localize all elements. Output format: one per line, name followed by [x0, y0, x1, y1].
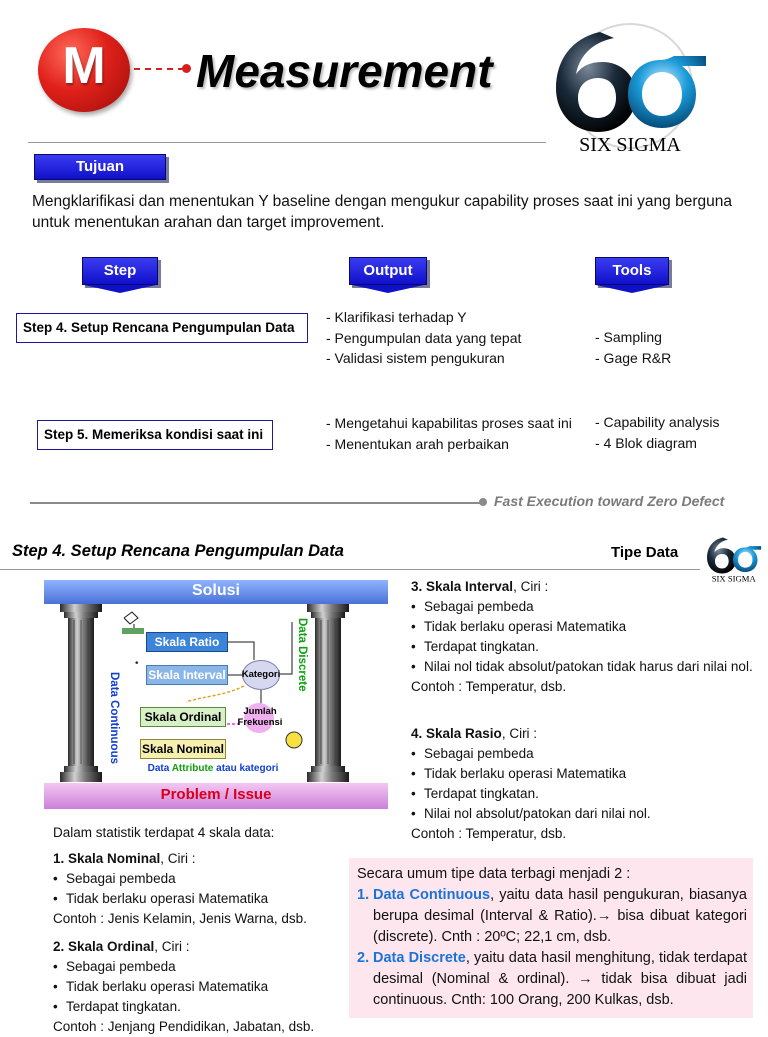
step4-output-item: - Validasi sistem pengukuran [326, 350, 505, 366]
skala-ordinal-section [53, 937, 353, 1037]
slide2-title: Step 4. Setup Rencana Pengumpulan Data [12, 542, 344, 560]
skala-interval-bullet: • Terdapat tingkatan. [411, 637, 756, 657]
skala-ordinal-contoh: Contoh : Jenjang Pendidikan, Jabatan, dsb. [53, 1019, 315, 1034]
data-attribute-caption-part3: atau kategori [213, 763, 279, 774]
skala-interval-bullet: • Sebagai pembeda [411, 597, 756, 617]
step5-output-item: - Menentukan arah perbaikan [326, 435, 509, 452]
solusi-banner: Solusi [44, 580, 388, 604]
step5-box: Step 5. Memeriksa kondisi saat ini [37, 420, 273, 450]
diagram-bullet: • [135, 658, 139, 669]
skala-rasio-heading [411, 724, 756, 744]
data-attribute-caption-part2: Attribute [171, 763, 214, 774]
step4-tool-item: - Gage R&R [595, 349, 672, 366]
skala-rasio-title: 4. Skala Rasio [411, 726, 502, 741]
top-divider [28, 142, 546, 143]
tipe-data-label: Tipe Data [611, 544, 679, 561]
data-discrete-label: Data Discrete [296, 618, 308, 692]
tipe-data-item-number: 2. [357, 950, 370, 966]
step5-tools [595, 412, 720, 453]
step4-box: Step 4. Setup Rencana Pengumpulan Data [16, 313, 308, 343]
tipe-data-item-text: , yaitu data hasil menghitung, tidak terdapat desimal (Nominal & ordinal). → tidak bisa dibuat jadi continuous. Cnth: 100 Orang, 200 Kulkas, dsb. [373, 950, 748, 1008]
data-attribute-caption [118, 763, 308, 774]
step4-output-item: - Klarifikasi terhadap Y [326, 309, 467, 325]
skala-rasio-contoh: Contoh : Temperatur, dsb. [411, 826, 567, 841]
skala-ratio-box: Skala Ratio [146, 632, 228, 652]
six-sigma-logo [542, 20, 714, 158]
m-logo-letter: M [62, 37, 106, 95]
tools-header: Tools [595, 257, 669, 285]
tujuan-label: Tujuan [34, 154, 166, 180]
skala-nominal-bullet: • Sebagai pembeda [53, 869, 353, 889]
skala-nominal-bullet: • Tidak berlaku operasi Matematika [53, 889, 353, 909]
footer-dot [479, 498, 487, 506]
skala-rasio-bullet: • Sebagai pembeda [411, 744, 756, 764]
skala-ordinal-bullet: • Tidak berlaku operasi Matematika [53, 977, 353, 997]
skala-ordinal-bullet: • Terdapat tingkatan. [53, 997, 353, 1017]
skala-nominal-section [53, 849, 353, 929]
skala-ordinal-bullet: • Sebagai pembeda [53, 957, 353, 977]
skala-interval-ciri: , Ciri : [513, 579, 549, 594]
step4-outputs [326, 307, 521, 369]
tipe-data-item [357, 885, 747, 948]
step5-tool-item: - Capability analysis [595, 414, 720, 430]
m-dash-dot [182, 64, 191, 73]
tipe-data-item-number: 1. [357, 887, 370, 903]
skala-ordinal-box: Skala Ordinal [140, 707, 226, 727]
data-continuous-label: Data Continuous [108, 672, 120, 764]
jumlah-frekuensi-label: Jumlah Frekuensi [237, 706, 283, 728]
skala-interval-contoh: Contoh : Temperatur, dsb. [411, 679, 567, 694]
tipe-data-item-text: , yaitu data hasil pengukuran, biasanya berupa desimal (Interval & Ratio).→ bisa dibuat kategori (discrete). Cnth : 20ºC; 22,1 cm, dsb. [373, 887, 747, 945]
skala-rasio-ciri: , Ciri : [501, 726, 538, 741]
skala-intro: Dalam statistik terdapat 4 skala data: [53, 825, 275, 840]
skala-rasio-bullet: • Nilai nol absolut/patokan dari nilai nol. [411, 804, 756, 824]
skala-interval-bullet: • Tidak berlaku operasi Matematika [411, 617, 756, 637]
left-pillar [60, 604, 102, 782]
tipe-data-summary-intro: Secara umum tipe data terbagi menjadi 2 : [357, 866, 631, 882]
skala-nominal-heading [53, 849, 353, 869]
step4-output-item: - Pengumpulan data yang tepat [326, 329, 522, 346]
skala-nominal-box: Skala Nominal [140, 739, 226, 759]
skala-rasio-bullet: • Tidak berlaku operasi Matematika [411, 764, 756, 784]
intro-paragraph: Mengklarifikasi dan menentukan Y baseline dengan mengukur capability proses saat ini yang berguna untuk menentukan arahan dan target improvement. [32, 193, 732, 231]
skala-interval-heading [411, 577, 756, 597]
tipe-data-item-term: Data Discrete [373, 950, 466, 966]
step4-tools [595, 327, 671, 368]
skala-nominal-title: 1. Skala Nominal [53, 851, 161, 866]
problem-banner: Problem / Issue [44, 783, 388, 809]
skala-rasio-bullet: • Terdapat tingkatan. [411, 784, 756, 804]
six-sigma-logo-text: SIX SIGMA [579, 134, 681, 156]
step5-output-item: - Mengetahui kapabilitas proses saat ini [326, 415, 572, 431]
slide2-divider [0, 569, 700, 570]
output-header: Output [349, 257, 427, 285]
m-dash-line [134, 68, 184, 70]
skala-nominal-contoh: Contoh : Jenis Kelamin, Jenis Warna, dsb. [53, 911, 307, 926]
skala-interval-title: 3. Skala Interval [411, 579, 514, 594]
skala-interval-box: Skala Interval [146, 665, 228, 685]
skala-ordinal-heading [53, 937, 353, 957]
kategori-label: Kategori [241, 669, 281, 680]
skala-interval-section [411, 577, 756, 697]
skala-ordinal-ciri: , Ciri : [154, 939, 190, 954]
data-attribute-caption-part1: Data [147, 763, 172, 774]
page-title: Measurement [196, 45, 493, 97]
skala-interval-bullet: • Nilai nol tidak absolut/patokan tidak harus dari nilai nol. [411, 657, 756, 677]
tipe-data-summary-box [349, 858, 753, 1018]
footer-divider [30, 502, 482, 504]
tipe-data-item-term: Data Continuous [373, 887, 491, 903]
tipe-data-item [357, 948, 747, 1011]
skala-nominal-ciri: , Ciri : [160, 851, 196, 866]
skala-ordinal-title: 2. Skala Ordinal [53, 939, 155, 954]
footer-tagline: Fast Execution toward Zero Defect [494, 493, 725, 509]
step-header: Step [82, 257, 158, 285]
step5-outputs [326, 413, 572, 454]
step4-tool-item: - Sampling [595, 329, 662, 345]
step5-tool-item: - 4 Blok diagram [595, 434, 697, 451]
six-sigma-logo-small-text: SIX SIGMA [711, 573, 756, 584]
skala-rasio-section [411, 724, 756, 844]
right-pillar [307, 604, 349, 782]
